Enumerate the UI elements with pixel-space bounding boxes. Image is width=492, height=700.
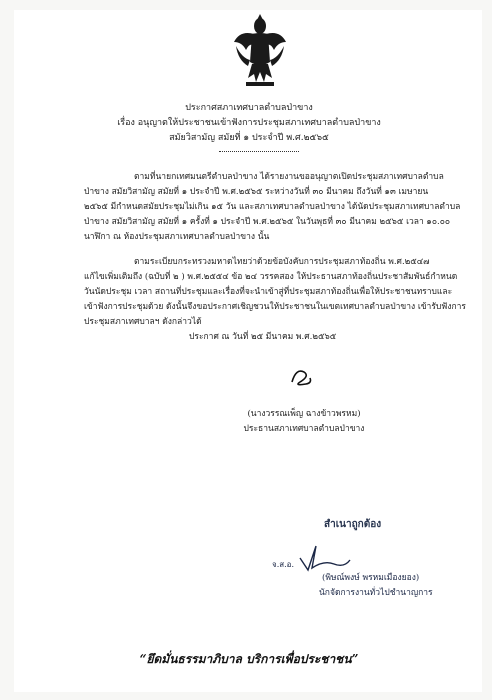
paragraph-2 bbox=[84, 255, 466, 330]
signer-name: (นางวรรณเพ็ญ ฉางข้าวพรหม) bbox=[247, 409, 361, 419]
paragraph-line: ป่าขาง สมัยวิสามัญ สมัยที่ ๑ ครั้งที่ ๑ ประจำปี พ.ศ.๒๕๖๕ ในวันพุธที่ ๓๐ มีนาคม ๒๕๖๕ เวลา ๑๐.๐๐ bbox=[84, 217, 451, 227]
session-info: สมัยวิสามัญ สมัยที่ ๑ ประจำปี พ.ศ.๒๕๖๕ bbox=[169, 133, 329, 143]
certifier-rank: จ.ส.อ. bbox=[272, 560, 295, 569]
paragraph-line: ป่าขาง สมัยวิสามัญ สมัยที่ ๑ ประจำปี พ.ศ.๒๕๖๕ ระหว่างวันที่ ๓๐ มีนาคม ถึงวันที่ ๑๓ เมษายน bbox=[84, 187, 429, 197]
paragraph-1 bbox=[84, 170, 460, 245]
paragraph-line: ตามที่นายกเทศมนตรีตำบลป่าขาง ได้รายงานขออนุญาตเปิดประชุมสภาเทศบาลตำบล bbox=[134, 172, 444, 182]
announcement-date: ประกาศ ณ วันที่ ๒๕ มีนาคม พ.ศ.๒๕๖๕ bbox=[189, 332, 337, 342]
paragraph-line: ตามระเบียบกระทรวงมหาดไทยว่าด้วยข้อบังคับการประชุมสภาท้องถิ่น พ.ศ.๒๕๔๗ bbox=[134, 257, 430, 267]
paragraph-line: นาฬิกา ณ ห้องประชุมสภาเทศบาลตำบลป่าขาง นั้น bbox=[84, 232, 270, 242]
certifier-name: (พิษณ์พงษ์ พรหมเมืองยอง) bbox=[322, 573, 420, 583]
paragraph-line: แก้ไขเพิ่มเติมถึง (ฉบับที่ ๒ ) พ.ศ.๒๕๕๔ ข้อ ๒๔ วรรคสอง ให้ประธานสภาท้องถิ่นประชาสัมพันธ์กำหนด bbox=[84, 272, 458, 282]
certified-copy-label: สำเนาถูกต้อง bbox=[324, 519, 382, 530]
paragraph-line: ๒๕๖๕ มีกำหนดสมัยประชุมไม่เกิน ๑๕ วัน และสภาเทศบาลตำบลป่าขาง ได้นัดประชุมสภาเทศบาลตำบล bbox=[84, 202, 461, 212]
announcement-title: ประกาศสภาเทศบาลตำบลป่าขาง bbox=[185, 103, 313, 113]
document-page bbox=[14, 10, 482, 692]
paragraph-line: ประชุมสภาเทศบาลฯ ดังกล่าวได้ bbox=[84, 317, 202, 327]
signature-mark bbox=[286, 362, 316, 392]
announcement-subject: เรื่อง อนุญาตให้ประชาชนเข้าฟังการประชุมสภาเทศบาลตำบลป่าขาง bbox=[117, 118, 381, 128]
paragraph-line: เข้าฟังการประชุมด้วย ดังนั้นจึงขอประกาศเชิญชวนให้ประชาชนในเขตเทศบาลตำบลป่าขาง เข้ารับฟังการ bbox=[84, 302, 466, 312]
signer-title: ประธานสภาเทศบาลตำบลป่าขาง bbox=[243, 424, 365, 434]
garuda-emblem-icon bbox=[232, 12, 288, 92]
certifier-title: นักจัดการงานทั่วไปชำนาญการ bbox=[319, 588, 433, 598]
paragraph-line: วันนัดประชุม เวลา สถานที่ประชุมและเรื่องที่จะนำเข้าสู่ที่ประชุมสภาท้องถิ่นเพื่อให้ประชาชนทราบและ bbox=[84, 287, 453, 297]
motto: “ยึดมั่นธรรมาภิบาล บริการเพื่อประชาชน” bbox=[139, 652, 359, 666]
dotted-divider bbox=[219, 151, 299, 152]
